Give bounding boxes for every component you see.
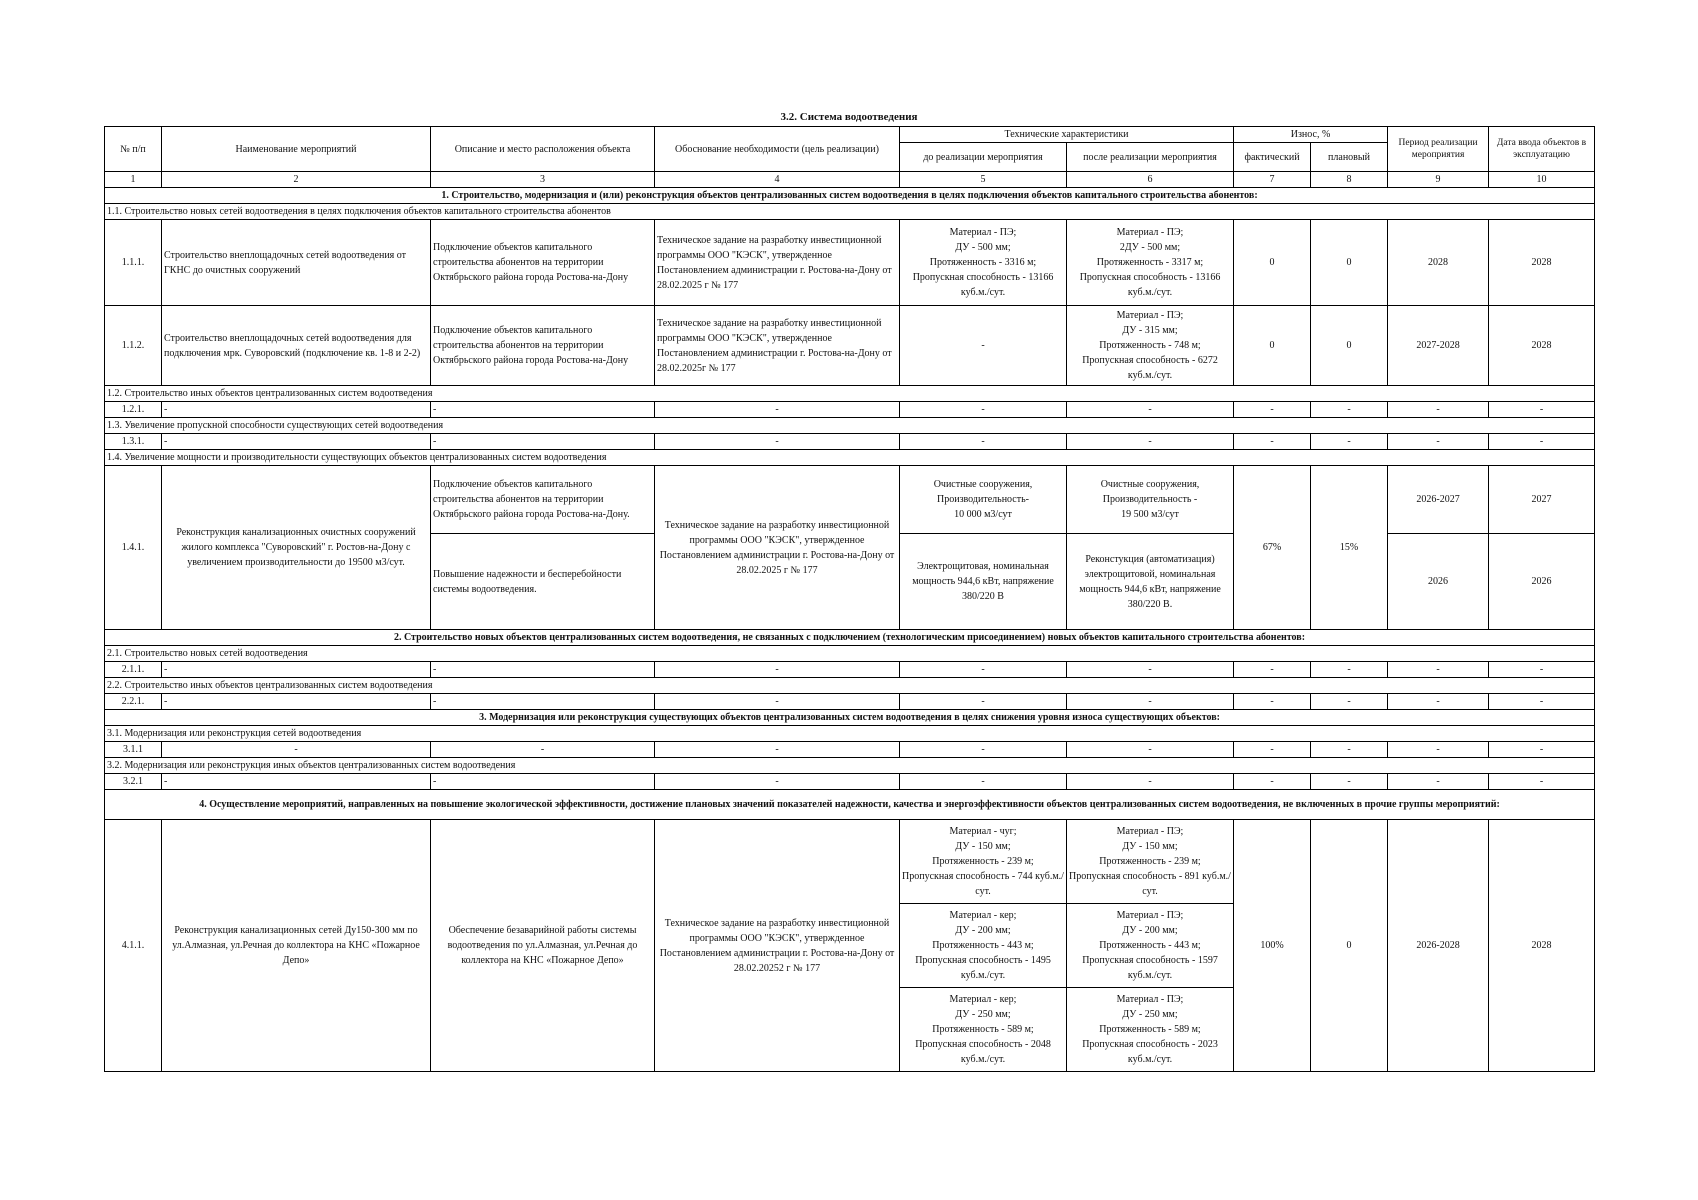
period: 2026-2027 <box>1388 466 1489 534</box>
table-row <box>105 662 1595 678</box>
period: 2028 <box>1388 220 1489 306</box>
subsection-row <box>105 386 1595 402</box>
row-num: 4.1.1. <box>105 820 162 1072</box>
measure-name: Строительство внеплощадочных сетей водоотведения для подключения мрк. Суворовский (подключение кв. 1-8 и 2-2) <box>162 306 431 386</box>
measure-name: - <box>162 662 431 678</box>
column-number: 8 <box>1311 172 1388 188</box>
wear-plan: - <box>1311 742 1388 758</box>
tech-after: - <box>1067 742 1234 758</box>
table-row <box>105 774 1595 790</box>
object-desc: - <box>431 434 655 450</box>
header-num: № п/п <box>105 127 162 172</box>
header-row <box>105 127 1595 143</box>
commission-date: - <box>1489 434 1595 450</box>
object-desc: - <box>431 402 655 418</box>
basis: - <box>655 742 900 758</box>
object-desc: Повышение надежности и бесперебойности системы водоотведения. <box>431 534 655 630</box>
measure-name: - <box>162 774 431 790</box>
period: - <box>1388 742 1489 758</box>
tech-before: - <box>900 306 1067 386</box>
table-row <box>105 220 1595 306</box>
measure-name: Реконструкция канализационных очистных сооружений жилого комплекса "Суворовский" г. Ростов-на-Дону с увеличением производительности до 19500 м3/сут. <box>162 466 431 630</box>
period: - <box>1388 774 1489 790</box>
wear-actual: - <box>1234 402 1311 418</box>
tech-before: Электрощитовая, номинальная мощность 944,6 кВт, напряжение 380/220 В <box>900 534 1067 630</box>
header-tech-after: после реализации мероприятия <box>1067 143 1234 172</box>
basis: - <box>655 694 900 710</box>
tech-after: - <box>1067 694 1234 710</box>
basis: Техническое задание на разработку инвестиционной программы ООО "КЭСК", утвержденное Постановлением администрации г. Ростова-на-Дону от 28.02.20252 г № 177 <box>655 820 900 1072</box>
wear-plan: 0 <box>1311 220 1388 306</box>
section-row <box>105 188 1595 204</box>
object-desc: Подключение объектов капитального строительства абонентов на территории Октябрьского района города Ростова-на-Дону. <box>431 466 655 534</box>
basis: Техническое задание на разработку инвестиционной программы ООО "КЭСК", утвержденное Постановлением администрации г. Ростова-на-Дону от 28.02.2025 г № 177 <box>655 220 900 306</box>
subsection-row <box>105 204 1595 220</box>
basis: - <box>655 434 900 450</box>
object-desc: - <box>431 662 655 678</box>
period: - <box>1388 402 1489 418</box>
subsection-row <box>105 758 1595 774</box>
header-tech-before: до реализации мероприятия <box>900 143 1067 172</box>
wear-plan: - <box>1311 774 1388 790</box>
commission-date: - <box>1489 662 1595 678</box>
wear-actual: - <box>1234 694 1311 710</box>
subsection-title: 3.1. Модернизация или реконструкция сетей водоотведения <box>105 726 1595 742</box>
table-row <box>105 742 1595 758</box>
row-num: 1.1.1. <box>105 220 162 306</box>
tech-before: - <box>900 774 1067 790</box>
tech-before: - <box>900 402 1067 418</box>
wear-actual: - <box>1234 742 1311 758</box>
wear-actual: 0 <box>1234 306 1311 386</box>
table-row <box>105 466 1595 534</box>
measure-name: - <box>162 434 431 450</box>
wear-actual: - <box>1234 774 1311 790</box>
wear-plan: 0 <box>1311 820 1388 1072</box>
wear-plan: 15% <box>1311 466 1388 630</box>
commission-date: 2026 <box>1489 534 1595 630</box>
basis: Техническое задание на разработку инвестиционной программы ООО "КЭСК", утвержденное Постановлением администрации г. Ростова-на-Дону от 28.02.2025 г № 177 <box>655 466 900 630</box>
commission-date: - <box>1489 402 1595 418</box>
section-title: 4. Осуществление мероприятий, направленных на повышение экологической эффективности, достижение плановых значений показателей надежности, качества и энергоэффективности объектов централизованных систем водоотведения, не включенных в прочие группы мероприятий: <box>105 790 1595 820</box>
subsection-title: 2.2. Строительство иных объектов централизованных систем водоотведения <box>105 678 1595 694</box>
column-number: 7 <box>1234 172 1311 188</box>
table-row <box>105 434 1595 450</box>
section-row <box>105 710 1595 726</box>
column-number: 9 <box>1388 172 1489 188</box>
section-row <box>105 630 1595 646</box>
header-date: Дата ввода объектов в эксплуатацию <box>1489 127 1595 172</box>
object-desc: - <box>431 694 655 710</box>
commission-date: 2027 <box>1489 466 1595 534</box>
commission-date: 2028 <box>1489 820 1595 1072</box>
header-wear-plan: плановый <box>1311 143 1388 172</box>
object-desc: - <box>431 742 655 758</box>
tech-before: Материал - кер; ДУ - 200 мм; Протяженность - 443 м; Пропускная способность - 1495 куб.м./сут. <box>900 904 1067 988</box>
wear-actual: 0 <box>1234 220 1311 306</box>
period: - <box>1388 662 1489 678</box>
wear-actual: - <box>1234 662 1311 678</box>
wear-plan: - <box>1311 662 1388 678</box>
tech-after: Материал - ПЭ; 2ДУ - 500 мм; Протяженность - 3317 м; Пропускная способность - 13166 куб.м./сут. <box>1067 220 1234 306</box>
subsection-row <box>105 646 1595 662</box>
commission-date: 2028 <box>1489 306 1595 386</box>
subsection-row <box>105 450 1595 466</box>
tech-after: Материал - ПЭ; ДУ - 315 мм; Протяженность - 748 м; Пропускная способность - 6272 куб.м./сут. <box>1067 306 1234 386</box>
header-tech: Технические характеристики <box>900 127 1234 143</box>
tech-before: Материал - кер; ДУ - 250 мм; Протяженность - 589 м; Пропускная способность - 2048 куб.м./сут. <box>900 988 1067 1072</box>
tech-before: - <box>900 742 1067 758</box>
column-number: 6 <box>1067 172 1234 188</box>
subsection-row <box>105 418 1595 434</box>
measure-name: - <box>162 742 431 758</box>
tech-after: Материал - ПЭ; ДУ - 200 мм; Протяженность - 443 м; Пропускная способность - 1597 куб.м./сут. <box>1067 904 1234 988</box>
commission-date: - <box>1489 774 1595 790</box>
subsection-title: 1.1. Строительство новых сетей водоотведения в целях подключения объектов капитального строительства абонентов <box>105 204 1595 220</box>
object-desc: Обеспечение безаварийной работы системы водоотведения по ул.Алмазная, ул.Речная до коллектора на КНС «Пожарное Депо» <box>431 820 655 1072</box>
column-number-row <box>105 172 1595 188</box>
object-desc: Подключение объектов капитального строительства абонентов на территории Октябрьского района города Ростова-на-Дону <box>431 220 655 306</box>
tech-after: - <box>1067 662 1234 678</box>
wear-actual: 67% <box>1234 466 1311 630</box>
tech-before: Материал - ПЭ; ДУ - 500 мм; Протяженность - 3316 м; Пропускная способность - 13166 куб.м./сут. <box>900 220 1067 306</box>
period: 2026 <box>1388 534 1489 630</box>
section-title: 3. Модернизация или реконструкция существующих объектов централизованных систем водоотведения в целях снижения уровня износа существующих объектов: <box>105 710 1595 726</box>
tech-after: - <box>1067 434 1234 450</box>
section-title: 1. Строительство, модернизация и (или) реконструкция объектов централизованных систем водоотведения в целях подключения объектов капитального строительства абонентов: <box>105 188 1595 204</box>
row-num: 2.2.1. <box>105 694 162 710</box>
basis: - <box>655 662 900 678</box>
subsection-title: 1.4. Увеличение мощности и производительности существующих объектов централизованных систем водоотведения <box>105 450 1595 466</box>
subsection-row <box>105 678 1595 694</box>
table-row <box>105 402 1595 418</box>
tech-after: Реконстукция (автоматизация) электрощитовой, номинальная мощность 944,6 кВт, напряжение 380/220 В. <box>1067 534 1234 630</box>
header-name: Наименование мероприятий <box>162 127 431 172</box>
column-number: 5 <box>900 172 1067 188</box>
tech-before: - <box>900 434 1067 450</box>
wear-plan: - <box>1311 434 1388 450</box>
object-desc: Подключение объектов капитального строительства абонентов на территории Октябрьского района города Ростова-на-Дону <box>431 306 655 386</box>
wear-plan: 0 <box>1311 306 1388 386</box>
column-number: 3 <box>431 172 655 188</box>
period: 2027-2028 <box>1388 306 1489 386</box>
row-num: 3.2.1 <box>105 774 162 790</box>
header-basis: Обоснование необходимости (цель реализации) <box>655 127 900 172</box>
tech-before: - <box>900 662 1067 678</box>
page-title: 3.2. Система водоотведения <box>780 111 918 123</box>
row-num: 1.1.2. <box>105 306 162 386</box>
column-number: 4 <box>655 172 900 188</box>
subsection-title: 2.1. Строительство новых сетей водоотведения <box>105 646 1595 662</box>
basis: - <box>655 402 900 418</box>
tech-after: Очистные сооружения, Производительность - 19 500 м3/сут <box>1067 466 1234 534</box>
tech-after: - <box>1067 402 1234 418</box>
row-num: 1.4.1. <box>105 466 162 630</box>
measure-name: Реконструкция канализационных сетей Ду150-300 мм по ул.Алмазная, ул.Речная до коллектора на КНС «Пожарное Депо» <box>162 820 431 1072</box>
header-wear: Износ, % <box>1234 127 1388 143</box>
subsection-title: 1.3. Увеличение пропускной способности существующих сетей водоотведения <box>105 418 1595 434</box>
column-number: 1 <box>105 172 162 188</box>
commission-date: - <box>1489 742 1595 758</box>
measure-name: - <box>162 694 431 710</box>
tech-before: Очистные сооружения, Производительность- 10 000 м3/сут <box>900 466 1067 534</box>
wear-actual: - <box>1234 434 1311 450</box>
subsection-title: 3.2. Модернизация или реконструкция иных объектов централизованных систем водоотведения <box>105 758 1595 774</box>
header-desc: Описание и место расположения объекта <box>431 127 655 172</box>
tech-before: Материал - чуг; ДУ - 150 мм; Протяженность - 239 м; Пропускная способность - 744 куб.м./сут. <box>900 820 1067 904</box>
row-num: 3.1.1 <box>105 742 162 758</box>
section-row <box>105 790 1595 820</box>
period: - <box>1388 434 1489 450</box>
basis: Техническое задание на разработку инвестиционной программы ООО "КЭСК", утвержденное Постановлением администрации г. Ростова-на-Дону от 28.02.2025г № 177 <box>655 306 900 386</box>
row-num: 1.2.1. <box>105 402 162 418</box>
table-row <box>105 694 1595 710</box>
measure-name: - <box>162 402 431 418</box>
wear-plan: - <box>1311 694 1388 710</box>
period: - <box>1388 694 1489 710</box>
tech-after: Материал - ПЭ; ДУ - 250 мм; Протяженность - 589 м; Пропускная способность - 2023 куб.м./сут. <box>1067 988 1234 1072</box>
column-number: 2 <box>162 172 431 188</box>
commission-date: - <box>1489 694 1595 710</box>
header-period: Период реализации мероприятия <box>1388 127 1489 172</box>
period: 2026-2028 <box>1388 820 1489 1072</box>
header-wear-actual: фактический <box>1234 143 1311 172</box>
column-number: 10 <box>1489 172 1595 188</box>
row-num: 1.3.1. <box>105 434 162 450</box>
tech-before: - <box>900 694 1067 710</box>
subsection-title: 1.2. Строительство иных объектов централизованных систем водоотведения <box>105 386 1595 402</box>
table-row <box>105 306 1595 386</box>
wear-actual: 100% <box>1234 820 1311 1072</box>
section-title: 2. Строительство новых объектов централизованных систем водоотведения, не связанных с подключением (технологическим присоединением) новых объектов капитального строительства абонентов: <box>105 630 1595 646</box>
tech-after: Материал - ПЭ; ДУ - 150 мм; Протяженность - 239 м; Пропускная способность - 891 куб.м./сут. <box>1067 820 1234 904</box>
object-desc: - <box>431 774 655 790</box>
subsection-row <box>105 726 1595 742</box>
measures-table <box>104 126 1595 1072</box>
table-row <box>105 820 1595 904</box>
measure-name: Строительство внеплощадочных сетей водоотведения от ГКНС до очистных сооружений <box>162 220 431 306</box>
wear-plan: - <box>1311 402 1388 418</box>
commission-date: 2028 <box>1489 220 1595 306</box>
tech-after: - <box>1067 774 1234 790</box>
basis: - <box>655 774 900 790</box>
row-num: 2.1.1. <box>105 662 162 678</box>
